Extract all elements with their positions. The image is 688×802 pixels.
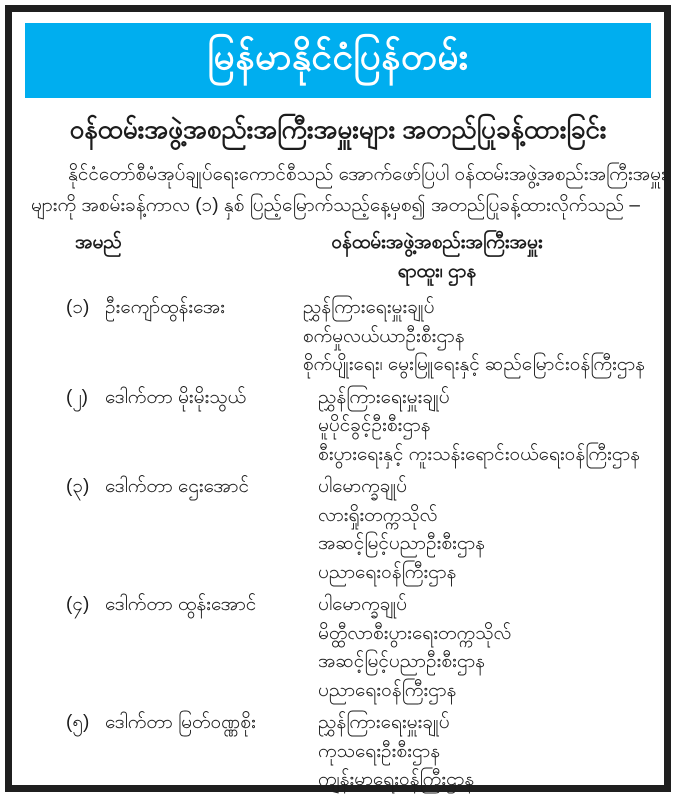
position-line: ပါမောက္ခချုပ် bbox=[318, 476, 407, 497]
column-header-position-line2: ရာထူး၊ ဌာန bbox=[397, 261, 477, 282]
position-line: ပညာရေးဝန်ကြီးဌာန bbox=[318, 679, 457, 701]
position-cell bbox=[318, 591, 645, 705]
table-row bbox=[31, 384, 645, 470]
gazette-title: မြန်မာနိုင်ငံပြန်တမ်း bbox=[207, 35, 469, 77]
name-cell bbox=[31, 384, 318, 470]
name-cell bbox=[31, 294, 303, 380]
row-number: (၂) bbox=[66, 386, 88, 408]
name-cell bbox=[31, 591, 318, 705]
position-line: အဆင့်မြင့်ပညာဦးစီးဌာန bbox=[318, 651, 486, 672]
column-header-name: အမည် bbox=[75, 232, 122, 253]
position-line: ညွှန်ကြားရေးမှူးချုပ် bbox=[318, 386, 450, 408]
column-header-position-line1: ဝန်ထမ်းအဖွဲ့အစည်းအကြီးအမှူး bbox=[331, 232, 543, 253]
person-name: ဒေါက်တာ မြတ်ဝဏ္ဏစိုး bbox=[105, 712, 256, 733]
gazette-banner bbox=[25, 23, 651, 98]
intro-line-1: နိုင်ငံတော်စီမံအုပ်ချုပ်ရေးကောင်စီသည် အောက်ဖော်ပြပါ ဝန်ထမ်းအဖွဲ့အစည်းအကြီးအမှူး bbox=[68, 164, 666, 185]
position-line: အဆင့်မြင့်ပညာဦးစီးဌာန bbox=[318, 533, 486, 554]
row-number: (၃) bbox=[66, 476, 90, 497]
position-cell bbox=[318, 473, 645, 587]
position-line: စိုက်ပျိုးရေး၊ မွေးမြူရေးနှင့် ဆည်မြောင်းဝန်ကြီးဌာန bbox=[302, 354, 645, 375]
position-cell bbox=[303, 294, 645, 380]
position-line: ကျန်းမာရေးဝန်ကြီးဌာန bbox=[318, 769, 475, 790]
row-number: (၄) bbox=[66, 594, 90, 615]
row-number: (၁) bbox=[66, 297, 90, 318]
position-line: စီးပွားရေးနှင့် ကူးသန်းရောင်းဝယ်ရေးဝန်ကြီးဌာန bbox=[318, 443, 640, 465]
table-row bbox=[31, 473, 645, 587]
position-cell bbox=[318, 709, 645, 795]
table-row bbox=[31, 709, 645, 795]
person-name: ဒေါက်တာ ဌေးအောင် bbox=[105, 476, 249, 497]
table-row bbox=[31, 591, 645, 705]
position-line: ပါမောက္ခချုပ် bbox=[318, 594, 407, 615]
name-cell bbox=[31, 709, 318, 795]
column-header-position bbox=[297, 228, 577, 286]
name-cell bbox=[31, 473, 318, 587]
gazette-page-frame bbox=[5, 5, 671, 792]
appointments-list bbox=[31, 294, 645, 795]
position-line: ကုသရေးဦးစီးဌာန bbox=[318, 740, 441, 762]
person-name: ဒေါက်တာ မိုးမိုးသွယ် bbox=[105, 386, 247, 408]
position-line: စက်မှုလယ်ယာဦးစီးဌာန bbox=[302, 325, 465, 347]
position-line: ညွှန်ကြားရေးမှူးချုပ် bbox=[302, 297, 435, 318]
notice-body bbox=[12, 159, 664, 795]
notice-subtitle: ဝန်ထမ်းအဖွဲ့အစည်းအကြီးအမှူးများ အတည်ပြုခန့်ထားခြင်း bbox=[69, 114, 607, 144]
position-line: ပညာရေးဝန်ကြီးဌာန bbox=[318, 561, 457, 583]
position-cell bbox=[318, 384, 645, 470]
person-name: ဒေါက်တာ ထွန်းအောင် bbox=[105, 594, 257, 615]
position-line: ညွှန်ကြားရေးမှူးချုပ် bbox=[318, 712, 450, 733]
position-line: မူပိုင်ခွင့်ဦးစီးဌာန bbox=[318, 415, 431, 436]
table-row bbox=[31, 294, 645, 380]
row-number: (၅) bbox=[66, 712, 90, 733]
table-header bbox=[31, 228, 645, 290]
position-line: မိတ္ထီလာစီးပွားရေးတက္ကသိုလ် bbox=[318, 622, 512, 644]
intro-paragraph bbox=[31, 159, 666, 221]
person-name: ဦးကျော်ထွန်းအေး bbox=[105, 297, 225, 318]
position-line: လားရှိုးတက္ကသိုလ် bbox=[318, 504, 438, 526]
intro-line-2: များကို အစမ်းခန့်ကာလ (၁) နှစ် ပြည့်မြောက်သည့်နေ့မှစ၍ အတည်ပြုခန့်ထားလိုက်သည် – bbox=[31, 195, 640, 216]
